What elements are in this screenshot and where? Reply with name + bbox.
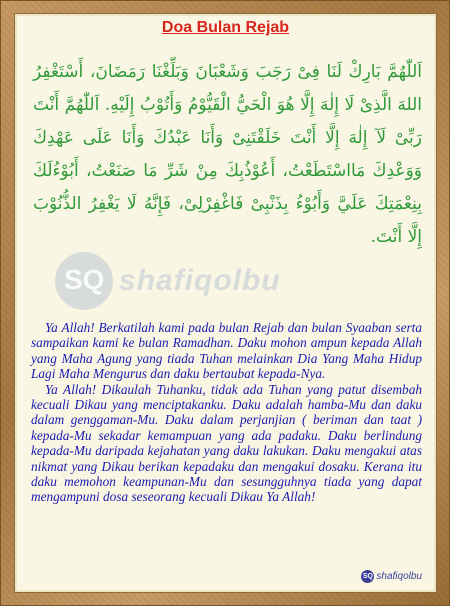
brand-logo-icon: SQ [361,570,374,583]
translation-paragraph: Ya Allah! Berkatilah kami pada bulan Rejab dan bulan Syaaban serta sampaikan kami ke bulan Ramadhan. Daku mohon ampun kepada Allah yang Maha Agung yang tiada Tuhan melainkan Dia Yang Maha Hidup Lagi Maha Mengurus dan daku bertaubat kepada-Nya. [31,320,422,382]
brand-name: shafiqolbu [376,571,422,582]
document-title: Doa Bulan Rejab [161,19,290,36]
document-paper [14,13,437,593]
translation-paragraph: Ya Allah! Dikaulah Tuhanku, tidak ada Tuhan yang patut disembah kecuali Dikau yang menciptakanku. Daku adalah hamba-Mu dan daku dalam genggaman-Mu. Daku dalam perjanjian ( beriman dan taat ) kepada-Mu sekadar kemampuan yang ada padaku. Daku berlindung kepada-Mu daripada kejahatan yang daku lakukan. Daku mengakui atas nikmat yang Dikau berikan kepadaku dan mengakui dosaku. Kerana itu daku memohon keampunan-Mu dan sesungguhnya tiada yang dapat mengampuni dosa seseorang kecuali Dikau Ya Allah! [31,381,422,505]
arabic-prayer-text: اَللّٰهُمَّ بَارِكْ لَنَا فِىْ رَجَبَ وَشَعْبَانَ وَبَلِّغْنَا رَمَضَانَ، أَسْتَغْفِرُ اللهَ الَّذِىْ لَا إِلٰهَ إِلَّا هُوَ الْحَيُّ الْقَيُّوْمُ وَأَتُوْبُ إِلَيْهِ. اَللّٰهُمَّ أَنْتَ رَبِّىْ لَآ إِلٰهَ إِلَّا أَنْتَ خَلَقْتَنِىْ وَأَنَا عَبْدُكَ وَأَنَا عَلَى عَهْدِكَ وَوَعْدِكَ مَااسْتَطَعْتُ، أَعُوْذُبِكَ مِنْ شَرِّ مَا صَنَعْتُ، أَبُوْءُلَكَ بِنِعْمَتِكَ عَلَيَّ وَأَبُوْءُ بِذَنْبِىْ فَاغْفِرْلِىْ، فَإِنَّهُ لَا يَغْفِرُ الذُّنُوْبَ إِلَّا أَنْتَ. [33,62,422,247]
watermark-text: shafiqolbu [119,264,281,297]
watermark-initials: SQ [64,264,105,295]
watermark [55,252,325,322]
translation-text [31,320,422,505]
brand-signature [361,570,422,583]
watermark-logo-icon [55,252,113,310]
